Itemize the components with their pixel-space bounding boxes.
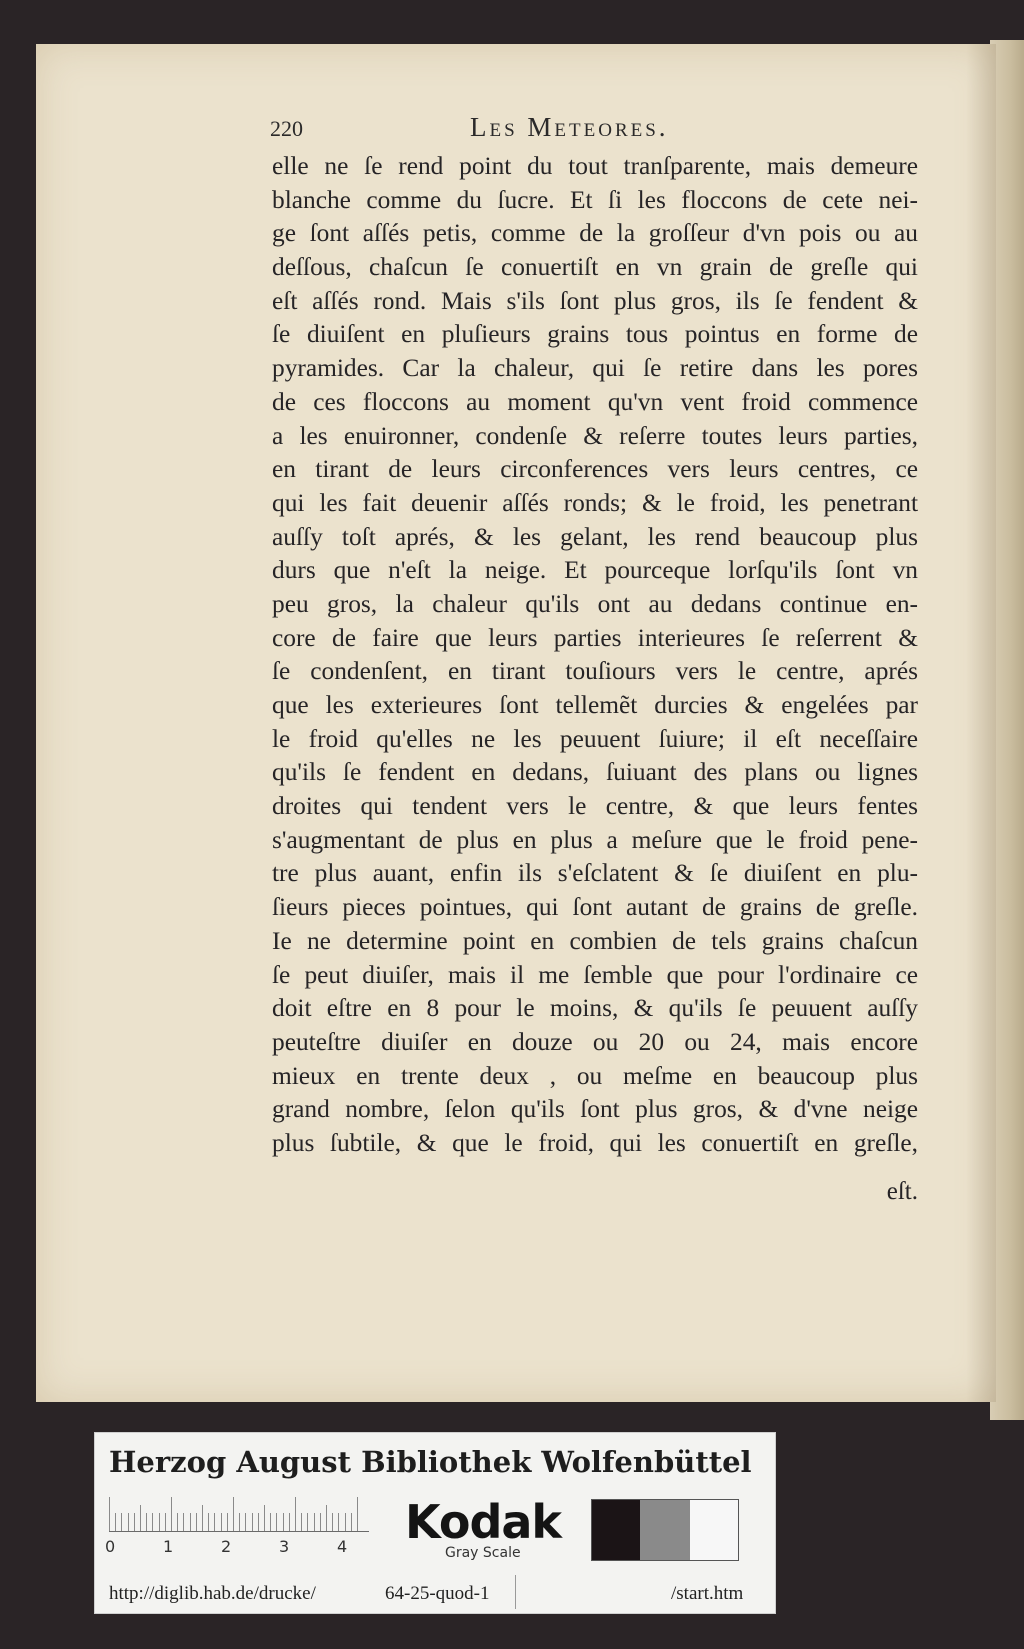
text-line: que les exterieures ſont tellemẽt durcies & engelées par bbox=[272, 691, 918, 719]
catchword: eſt. bbox=[886, 1178, 918, 1205]
url-suffix: /start.htm bbox=[671, 1583, 744, 1604]
ruler-tick bbox=[128, 1513, 129, 1531]
ruler-tick bbox=[196, 1513, 197, 1531]
ruler-tick bbox=[338, 1513, 339, 1531]
swatch-dark bbox=[592, 1500, 640, 1560]
text-line: durs que n'eſt la neige. Et pourceque lorſqu'ils ſont vn bbox=[272, 556, 918, 585]
text-line: en tirant de leurs circonferences vers leurs centres, ce bbox=[272, 455, 918, 484]
gray-swatches bbox=[591, 1499, 739, 1561]
text-line: s'augmentant de plus en plus a meſure que le froid pene- bbox=[272, 825, 918, 854]
ruler-tick bbox=[326, 1505, 327, 1531]
text-line: tre plus auant, enfin ils s'eſclatent & ſe diuiſent en plu- bbox=[272, 859, 918, 888]
text-line: qui les fait deuenir aſſés ronds; & le froid, les penetrant bbox=[272, 488, 918, 517]
library-name: Herzog August Bibliothek Wolfenbüttel bbox=[109, 1445, 752, 1479]
running-head bbox=[270, 112, 920, 152]
ruler-tick bbox=[239, 1513, 240, 1531]
text-line: ſe peut diuiſer, mais il me ſemble que pour l'ordinaire ce bbox=[272, 960, 918, 989]
ruler-tick bbox=[140, 1505, 141, 1531]
text-line: eſt aſſés rond. Mais s'ils ſont plus gros, ils ſe fendent & bbox=[272, 286, 918, 315]
ruler-tick bbox=[165, 1513, 166, 1531]
ruler-tick bbox=[295, 1497, 296, 1531]
text-line: elle ne ſe rend point du tout tranſparente, mais demeure bbox=[272, 152, 918, 180]
ruler-tick bbox=[190, 1513, 191, 1531]
ruler-tick bbox=[146, 1513, 147, 1531]
url-divider bbox=[515, 1575, 516, 1609]
text-line: peu gros, la chaleur qu'ils ont au dedans continue en- bbox=[272, 589, 918, 618]
kodak-logo: Kodak bbox=[405, 1495, 561, 1549]
swatch-light bbox=[690, 1500, 738, 1560]
ruler-tick bbox=[314, 1513, 315, 1531]
text-line: de ces floccons au moment qu'vn vent froid commence bbox=[272, 387, 918, 416]
text-line: le froid qu'elles ne les peuuent ſuiure; il eſt neceſſaire bbox=[272, 724, 918, 753]
url-id: 64-25-quod-1 bbox=[385, 1583, 490, 1604]
ruler-number: 2 bbox=[221, 1537, 232, 1556]
ruler-tick bbox=[214, 1513, 215, 1531]
page-text bbox=[272, 150, 918, 1161]
text-line: core de faire que leurs parties interieures ſe reſerrent & bbox=[272, 623, 918, 652]
text-line: a les enuironner, condenſe & reſerre toutes leurs parties, bbox=[272, 421, 918, 450]
ruler-tick bbox=[345, 1513, 346, 1531]
text-line: blanche comme du ſucre. Et ſi les floccons de cete nei- bbox=[272, 185, 918, 214]
ruler-tick bbox=[121, 1513, 122, 1531]
ruler-tick bbox=[152, 1513, 153, 1531]
page-gutter-shadow bbox=[966, 44, 996, 1402]
ruler-tick bbox=[208, 1513, 209, 1531]
ruler-tick bbox=[233, 1497, 234, 1531]
ruler-tick bbox=[252, 1513, 253, 1531]
color-target-card bbox=[94, 1432, 776, 1614]
running-title: Les Meteores. bbox=[470, 112, 669, 142]
ruler-number: 4 bbox=[337, 1537, 348, 1556]
ruler-tick bbox=[332, 1513, 333, 1531]
text-line: droites qui tendent vers le centre, & que leurs fentes bbox=[272, 792, 918, 821]
ruler-tick bbox=[177, 1513, 178, 1531]
text-line: ſe diuiſent en pluſieurs grains tous pointus en forme de bbox=[272, 320, 918, 349]
ruler-tick bbox=[357, 1497, 358, 1531]
ruler-tick bbox=[301, 1513, 302, 1531]
gray-scale-label: Gray Scale bbox=[445, 1545, 521, 1561]
ruler-tick bbox=[283, 1513, 284, 1531]
text-line: plus ſubtile, & que le froid, qui les conuertiſt en greſle, bbox=[272, 1128, 918, 1157]
ruler-tick bbox=[115, 1513, 116, 1531]
ruler-tick bbox=[270, 1513, 271, 1531]
ruler-tick bbox=[351, 1513, 352, 1531]
ruler-tick bbox=[258, 1513, 259, 1531]
ruler-number: 1 bbox=[163, 1537, 174, 1556]
text-line: grand nombre, ſelon qu'ils ſont plus gros, & d'vne neige bbox=[272, 1095, 918, 1124]
swatch-mid bbox=[640, 1500, 690, 1560]
text-line: ſieurs pieces pointues, qui ſont autant de grains de greſle. bbox=[272, 893, 918, 922]
ruler-tick bbox=[159, 1513, 160, 1531]
ruler-tick bbox=[307, 1513, 308, 1531]
text-line: mieux en trente deux , ou meſme en beaucoup plus bbox=[272, 1061, 918, 1090]
ruler-tick bbox=[320, 1513, 321, 1531]
text-line: ge ſont aſſés petis, comme de la groſſeur d'vn pois ou au bbox=[272, 219, 918, 248]
ruler-tick bbox=[276, 1513, 277, 1531]
text-line: pyramides. Car la chaleur, qui ſe retire dans les pores bbox=[272, 354, 918, 383]
text-line: auſſy toſt aprés, & les gelant, les rend beaucoup plus bbox=[272, 522, 918, 551]
ruler-tick bbox=[109, 1497, 110, 1531]
ruler-tick bbox=[264, 1505, 265, 1531]
ruler-tick bbox=[134, 1513, 135, 1531]
ruler-tick bbox=[227, 1513, 228, 1531]
text-line: ſe condenſent, en tirant touſiours vers le centre, aprés bbox=[272, 657, 918, 686]
ruler-tick bbox=[202, 1505, 203, 1531]
ruler-tick bbox=[221, 1513, 222, 1531]
ruler-number: 0 bbox=[105, 1537, 116, 1556]
scale-ruler bbox=[109, 1495, 369, 1532]
ruler-tick bbox=[171, 1497, 172, 1531]
text-line: doit eſtre en 8 pour le moins, & qu'ils ſe peuuent auſſy bbox=[272, 994, 918, 1023]
ruler-tick bbox=[183, 1513, 184, 1531]
text-line: deſſous, chaſcun ſe conuertiſt en vn grain de greſle qui bbox=[272, 253, 918, 282]
ruler-number: 3 bbox=[279, 1537, 290, 1556]
ruler-tick bbox=[245, 1513, 246, 1531]
text-line: peuteſtre diuiſer en douze ou 20 ou 24, mais encore bbox=[272, 1027, 918, 1056]
page-number: 220 bbox=[270, 116, 303, 141]
text-line: qu'ils ſe fendent en dedans, ſuiuant des plans ou lignes bbox=[272, 758, 918, 787]
url-base: http://diglib.hab.de/drucke/ bbox=[109, 1583, 316, 1604]
ruler-tick bbox=[289, 1513, 290, 1531]
text-line: Ie ne determine point en combien de tels grains chaſcun bbox=[272, 926, 918, 955]
